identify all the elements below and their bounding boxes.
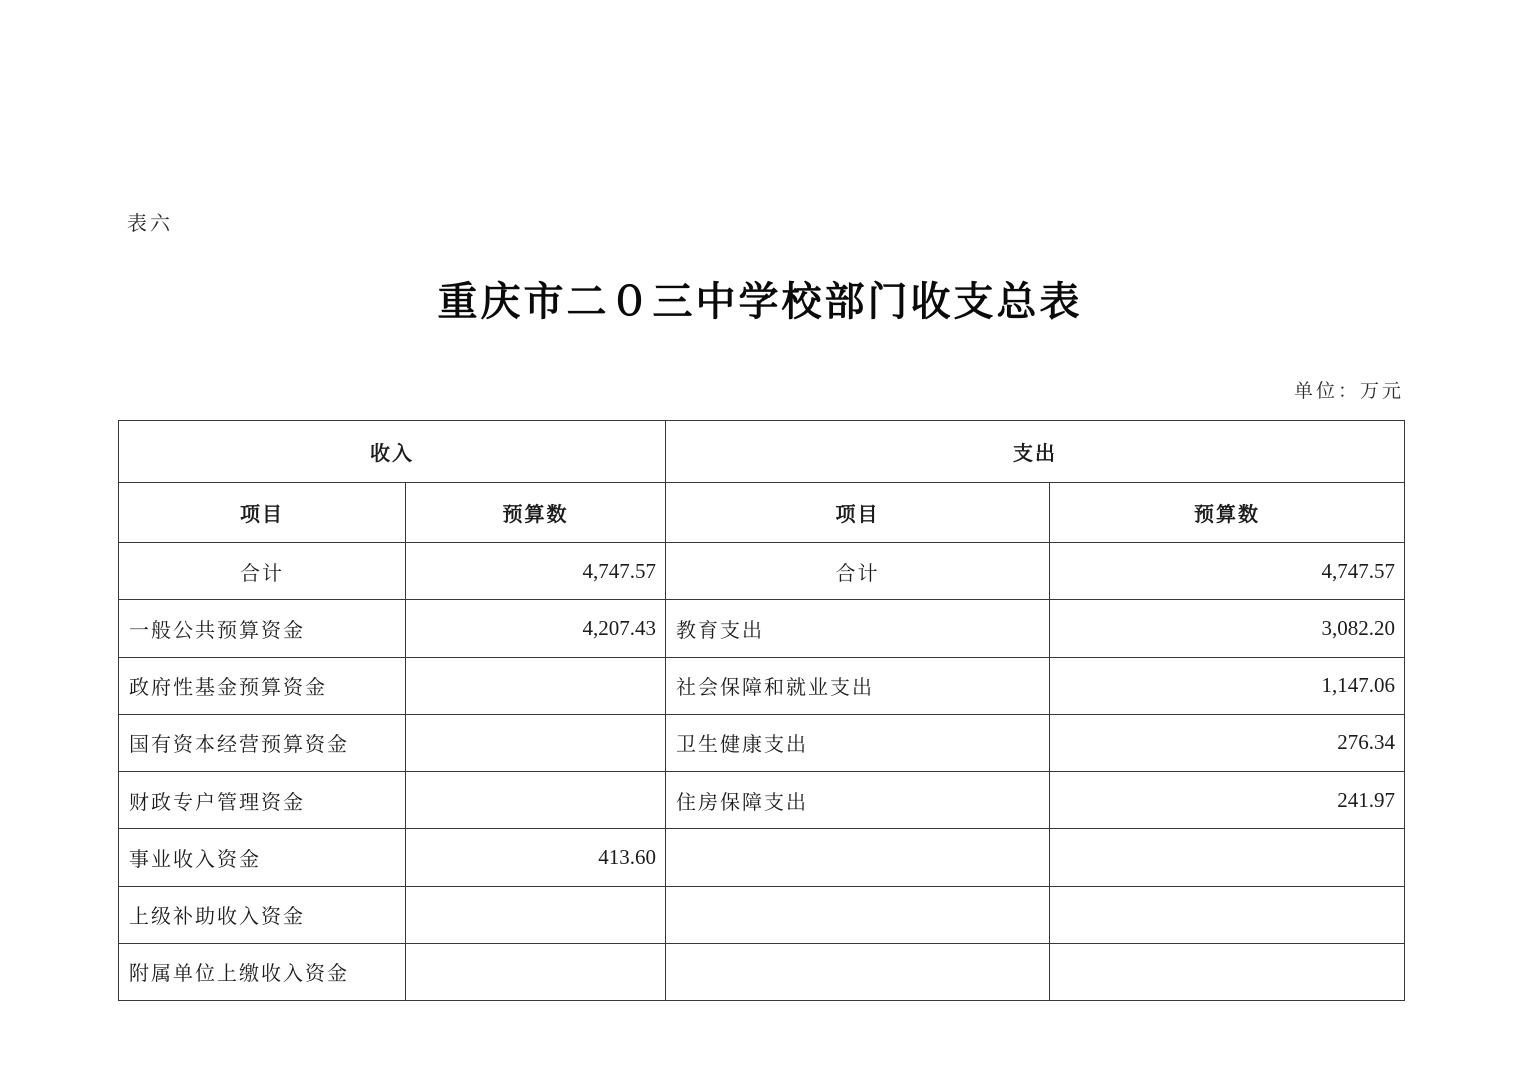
- income-section-header: 收入: [119, 421, 666, 483]
- income-item-cell: 政府性基金预算资金: [119, 657, 406, 714]
- table-row: [119, 657, 1405, 714]
- income-value-cell: [406, 886, 666, 943]
- expense-value-cell: [1050, 829, 1405, 886]
- income-value-cell: 4,207.43: [406, 600, 666, 657]
- expense-value-cell: 1,147.06: [1050, 657, 1405, 714]
- income-value-cell: [406, 772, 666, 829]
- budget-summary-table: [118, 420, 1405, 1001]
- income-value-cell: [406, 943, 666, 1000]
- expense-item-column-header: 项目: [666, 483, 1050, 543]
- income-item-column-header: 项目: [119, 483, 406, 543]
- expense-value-cell: [1050, 943, 1405, 1000]
- income-item-cell: 附属单位上缴收入资金: [119, 943, 406, 1000]
- section-header-row: [119, 421, 1405, 483]
- income-item-cell: 上级补助收入资金: [119, 886, 406, 943]
- expense-item-cell: 卫生健康支出: [666, 714, 1050, 771]
- expense-value-cell: 3,082.20: [1050, 600, 1405, 657]
- table-row: [119, 772, 1405, 829]
- table-row: [119, 943, 1405, 1000]
- table-row: [119, 714, 1405, 771]
- column-header-row: [119, 483, 1405, 543]
- income-item-cell: 一般公共预算资金: [119, 600, 406, 657]
- expense-value-cell: 4,747.57: [1050, 543, 1405, 600]
- page-title: 重庆市二０三中学校部门收支总表: [437, 279, 1083, 324]
- income-item-cell: 事业收入资金: [119, 829, 406, 886]
- income-value-cell: [406, 657, 666, 714]
- income-item-cell: 合计: [119, 543, 406, 600]
- expense-value-cell: [1050, 886, 1405, 943]
- table-row: [119, 829, 1405, 886]
- expense-value-cell: 241.97: [1050, 772, 1405, 829]
- expense-budget-column-header: 预算数: [1050, 483, 1405, 543]
- unit-label: 单位：万元: [1293, 381, 1404, 402]
- income-value-cell: [406, 714, 666, 771]
- expense-item-cell: [666, 829, 1050, 886]
- table-row: [119, 600, 1405, 657]
- income-item-cell: 财政专户管理资金: [119, 772, 406, 829]
- expense-section-header: 支出: [666, 421, 1405, 483]
- table-row-total: [119, 543, 1405, 600]
- income-item-cell: 国有资本经营预算资金: [119, 714, 406, 771]
- expense-item-cell: 社会保障和就业支出: [666, 657, 1050, 714]
- table-number-label: 表六: [127, 213, 173, 235]
- expense-value-cell: 276.34: [1050, 714, 1405, 771]
- table-row: [119, 886, 1405, 943]
- income-budget-column-header: 预算数: [406, 483, 666, 543]
- income-value-cell: 413.60: [406, 829, 666, 886]
- income-value-cell: 4,747.57: [406, 543, 666, 600]
- expense-item-cell: 教育支出: [666, 600, 1050, 657]
- expense-item-cell: [666, 886, 1050, 943]
- expense-item-cell: [666, 943, 1050, 1000]
- expense-item-cell: 住房保障支出: [666, 772, 1050, 829]
- expense-item-cell: 合计: [666, 543, 1050, 600]
